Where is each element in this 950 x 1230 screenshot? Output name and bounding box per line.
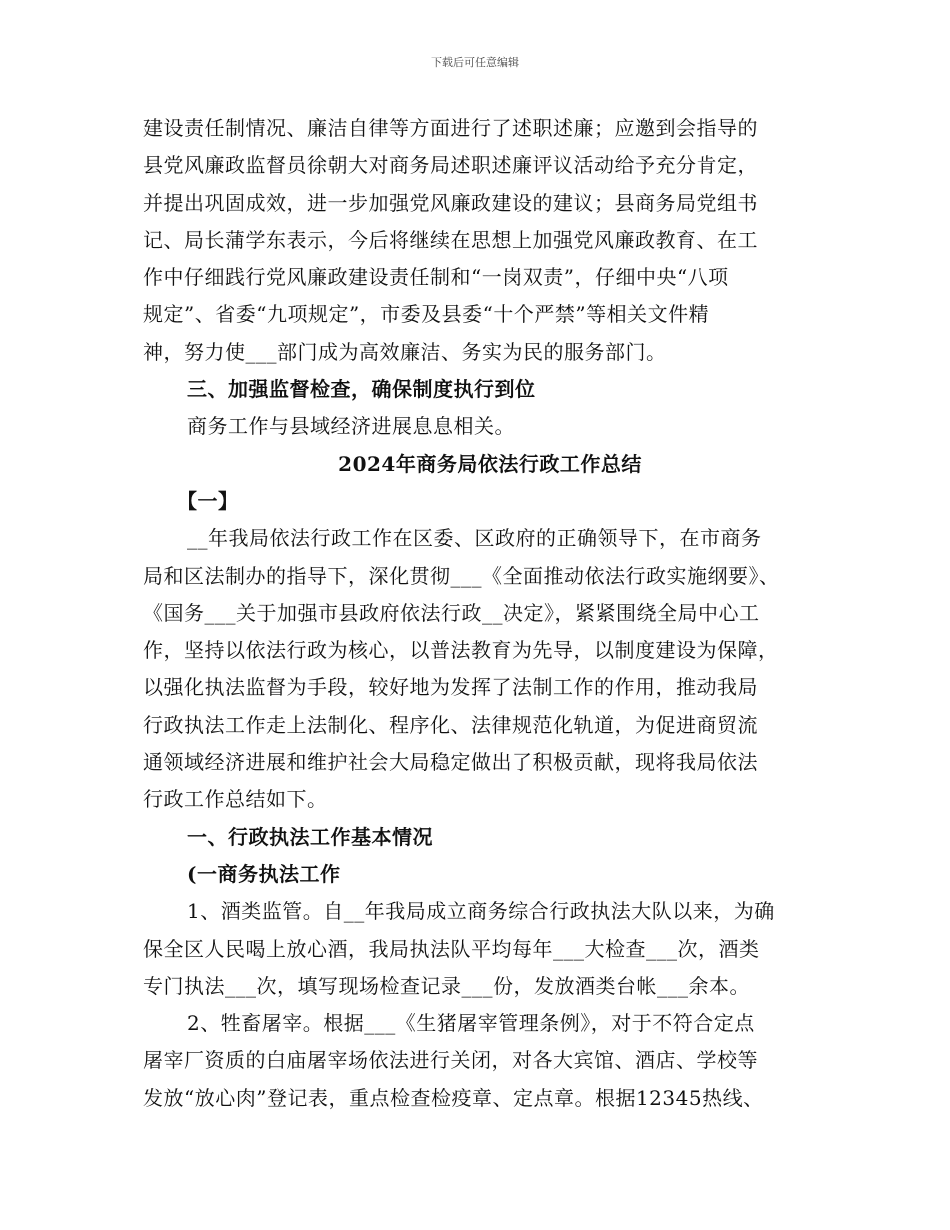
section-heading: (一商务执法工作 <box>187 861 341 886</box>
text-line: 行政工作总结如下。 <box>143 787 328 812</box>
text-line: 2、牲畜屠宰。根据___《生猪屠宰管理条例》，对于不符合定点 <box>187 1011 755 1036</box>
text-line: 通领域经济进展和维护社会大局稳定做出了积极贡献，现将我局依法 <box>143 750 758 775</box>
document-title: 2024年商务局依法行政工作总结 <box>338 451 642 476</box>
text-line: 建设责任制情况、廉洁自律等方面进行了述职述廉；应邀到会指导的 <box>143 116 758 140</box>
text-line: 保全区人民喝上放心酒，我局执法队平均每年___大检查___次，酒类 <box>143 936 760 961</box>
section-heading: 三、加强监督检查，确保制度执行到位 <box>187 377 536 402</box>
section-marker: 【一】 <box>177 488 239 513</box>
text-line: __年我局依法行政工作在区委、区政府的正确领导下，在市商务 <box>187 526 762 551</box>
text-line: 发放“放心肉”登记表，重点检查检疫章、定点章。根据12345热线、 <box>143 1085 764 1110</box>
text-line: 作中仔细践行党风廉政建设责任制和“一岗双责”，仔细中央“八项 <box>143 265 729 290</box>
text-line: 《国务___关于加强市县政府依法行政__决定》，紧紧围绕全局中心工 <box>143 600 760 625</box>
text-line: 县党风廉政监督员徐朝大对商务局述职述廉评议活动给予充分肯定， <box>143 153 758 178</box>
text-line: 屠宰厂资质的白庙屠宰场依法进行关闭，对各大宾馆、酒店、学校等 <box>143 1048 758 1073</box>
text-line: 神，努力使___部门成为高效廉洁、务实为民的服务部门。 <box>143 339 667 364</box>
document-body <box>143 110 811 1117</box>
text-line: 并提出巩固成效，进一步加强党风廉政建设的建议；县商务局党组书 <box>143 190 758 215</box>
text-line: 行政执法工作走上法制化、程序化、法律规范化轨道，为促进商贸流 <box>143 712 758 737</box>
text-line: 局和区法制办的指导下，深化贯彻___《全面推动依法行政实施纲要》、 <box>143 563 780 588</box>
section-heading: 一、行政执法工作基本情况 <box>187 824 433 849</box>
text-line: 以强化执法监督为手段，较好地为发挥了法制工作的作用，推动我局 <box>143 675 758 700</box>
text-line: 作，坚持以依法行政为核心，以普法教育为先导，以制度建设为保障， <box>143 638 779 663</box>
text-line: 规定”、省委“九项规定”，市委及县委“十个严禁”等相关文件精 <box>143 302 710 327</box>
page-header: 下载后可任意编辑 <box>431 56 519 69</box>
text-line: 专门执法___次，填写现场检查记录___份，发放酒类台帐___余本。 <box>143 973 750 998</box>
text-line: 记、局长蒲学东表示，今后将继续在思想上加强党风廉政教育、在工 <box>143 227 758 252</box>
text-line: 商务工作与县域经济进展息息相关。 <box>187 414 515 439</box>
text-line: 1、酒类监管。自__年我局成立商务综合行政执法大队以来，为确 <box>187 899 775 924</box>
